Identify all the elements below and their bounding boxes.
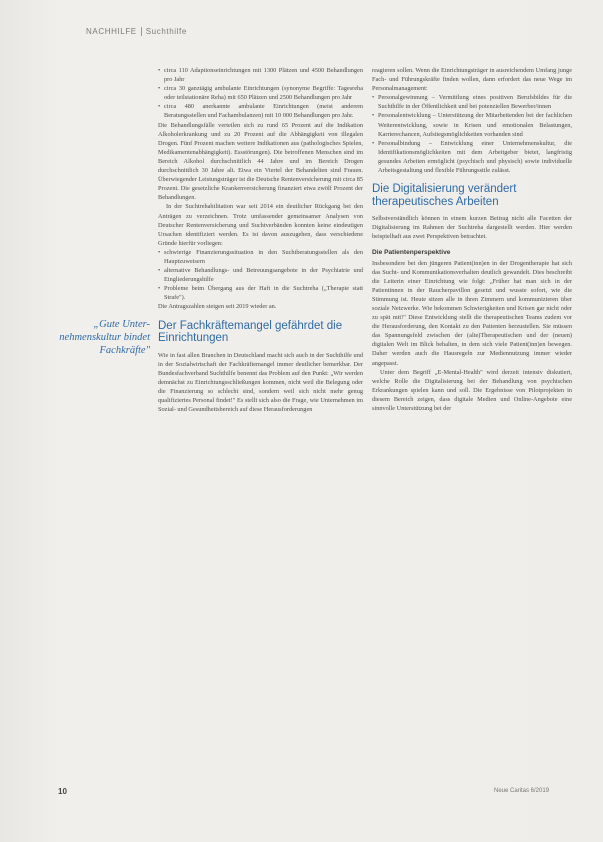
- body-paragraph: reagieren sollen. Wenn die Einrichtungsträger in ausreichendem Umfang junge Fach- und Führungskräfte finden wollen, dann erfordert das neue Wege im Personalmanagement:: [372, 67, 572, 93]
- text-column-left: [158, 66, 363, 414]
- text-column-right: [372, 66, 572, 413]
- facility-list: [158, 66, 363, 121]
- section-heading: Die Digitalisierung verändert therapeutisches Arbeiten: [372, 183, 517, 208]
- pull-quote: „Gute Unter-nehmenskultur bindet Fachkräfte": [59, 319, 150, 356]
- body-paragraph: Die Behandlungsfälle verteilen sich zu rund 65 Prozent auf die Indikation Alkoholerkrankung und zu 20 Prozent auf die Abhängigkeit von illegalen Drogen. Fünf Prozent machen weitere Indikationen aus (pathologisches Spielen, Medikamentenabhängigkeit). Essstörungen). Die betroffenen Menschen sind im Bereich Alkohol durchschnittlich 44 Jahre und im Bereich Drogen durchschnittlich 30 Jahre alt. Etwa ein Viertel der Behandelten sind Frauen. Überwiegender Leistungsträger ist die Deutsche Rentenversicherung mit circa 85 Prozent. Die gesetzliche Krankenversicherung finanziert etwa zwölf Prozent der Behandlungen.: [158, 121, 363, 202]
- footer-publication: Neue Caritas 6/2019: [494, 788, 550, 794]
- list-item: • circa 110 Adaptionseinrichtungen mit 1300 Plätzen und 4500 Behandlungen pro Jahr: [158, 66, 363, 84]
- header-section: NACHHILFE: [86, 27, 137, 36]
- header-divider: [141, 27, 142, 36]
- list-item: • Personalentwicklung – Unterstützung der Mitarbeitenden bei der fachlichen Weiterentwicklung, sowie in Krisen und emotionalen Belastungen, Karrierechancen, Aufstiegsmöglichkeiten vorhanden sind: [372, 111, 572, 138]
- sub-heading: Die Patientenperspektive: [372, 249, 451, 257]
- list-item: • schwierige Finanzierungssituation in den Suchtberatungsstellen als den Hauptzuweisern: [158, 248, 363, 266]
- section-heading: Der Fachkräftemangel gefährdet die Einrichtungen: [158, 319, 343, 345]
- list-item: • Probleme beim Übergang aus der Haft in die Suchtreha („Therapie statt Strafe").: [158, 284, 363, 302]
- list-item: • circa 30 ganztägig ambulante Einrichtungen (synonyme Begriffe: Tagesreha oder teilstationäre Reha) mit 650 Plätzen und 2500 Behandlungen pro Jahr: [158, 84, 363, 102]
- body-paragraph: Wie in fast allen Branchen in Deutschland macht sich auch in der Suchthilfe und in der Sozialwirtschaft der Fachkräftemangel immer deutlicher bemerkbar. Der Bundesfachverband Suchthilfe benennt das Problem auf den Punkt: „Wir werden demnächst zu Einrichtungsschließungen kommen, nicht weil die Belegung oder die Finanzierung so schlecht sind, sondern weil sich nicht mehr genug qualifiziertes Personal findet!" Es stellt sich also die Frage, wie Unternehmen im Sozial- und Gesundheitsbereich auf diese Herausforderungen: [158, 351, 363, 414]
- body-paragraph: In der Suchtrehabilitation war seit 2014 ein deutlicher Rückgang bei den Anträgen zu verzeichnen. Trotz umfassender gemeinsamer Analysen von Deutscher Rentenversicherung und Suchtverbänden konnten keine eindeutigen Ursachen identifiziert werden. Es ist davon auszugehen, dass verschiedene Gründe hierfür vorliegen:: [158, 203, 363, 247]
- list-item: • alternative Behandlungs- und Betreuungsangebote in der Psychiatrie und Eingliederungshilfe: [158, 266, 363, 284]
- body-paragraph: Die Antragszahlen steigen seit 2019 wieder an.: [158, 303, 277, 311]
- body-paragraph: Insbesondere bei den jüngeren Patient(inn)en in der Drogentherapie hat sich das Sucht- und Kommunikationsverhalten deutlich gewandelt. Dies beschreibt die Leiterin einer Einrichtung wie folgt: „Früher hat man sich in der Patientinnen in der Raucherpavillon gesetzt und wusste sofort, wie die Stimmung ist. Heute sitzen alle in ihren Zimmern und kommunizieren über soziale Netzwerke. Wie bekommen Schwierigkeiten und Krisen gar nicht oder zu spät mit!" Diese Entwicklung stellt die therapeutischen Teams zudem vor die Herausforderung, den Kontakt zu den Patienten herzustellen. Sie müssen das Spannungsfeld zwischen der (alte)Therapeutischen und der (neuen) digitalen Welt im Blick behalten, in dem sich viele Patient(inn)en bewegen. Daher werden auch die Hausregeln zur Mediennutzung immer wieder angepasst.: [372, 259, 572, 367]
- personnel-list: [372, 93, 572, 175]
- body-paragraph: Unter dem Begriff „E-Mental-Health" wird derzeit intensiv diskutiert, welche Rolle die Digitalisierung bei der Behandlung von psychischen Erkrankungen spielen kann und soll. Die Ergebnisse von Pilotprojekten in diesem Bereich zeigen, dass digitale Medien und Online-Angebote eine sinnvolle Unterstützung bei der: [372, 368, 572, 412]
- list-item: • circa 480 anerkannte ambulante Einrichtungen (meist anderem Beratungsstellen und Fachambulanzen) mit 10 000 Behandlungen pro Jahr.: [158, 102, 363, 120]
- running-header: [86, 27, 187, 36]
- page-number: 10: [58, 787, 67, 796]
- body-paragraph: Selbstverständlich können in einem kurzen Beitrag nicht alle Facetten der Digitalisierung im Rahmen der Suchtreha dargestellt werden. Hier werden beispielhaft aus zwei Perspektiven betrachtet.: [372, 215, 572, 241]
- reasons-list: [158, 248, 363, 303]
- list-item: • Personalbindung – Entwicklung einer Unternehmenskultur, die Identifikationsmöglichkeiten mit dem Arbeitgeber bietet, langfristig gesundes Arbeiten ermöglicht (psychisch und physisch) sowie individuelle Arbeitsgestaltung und flexible Führungsstile zulässt.: [372, 139, 572, 175]
- header-topic: Suchthilfe: [145, 27, 187, 36]
- list-item: • Personalgewinnung – Vermittlung eines positiven Berufsbildes für die Suchthilfe in der Öffentlichkeit und bei potenziellen Bewerber/innen: [372, 93, 572, 111]
